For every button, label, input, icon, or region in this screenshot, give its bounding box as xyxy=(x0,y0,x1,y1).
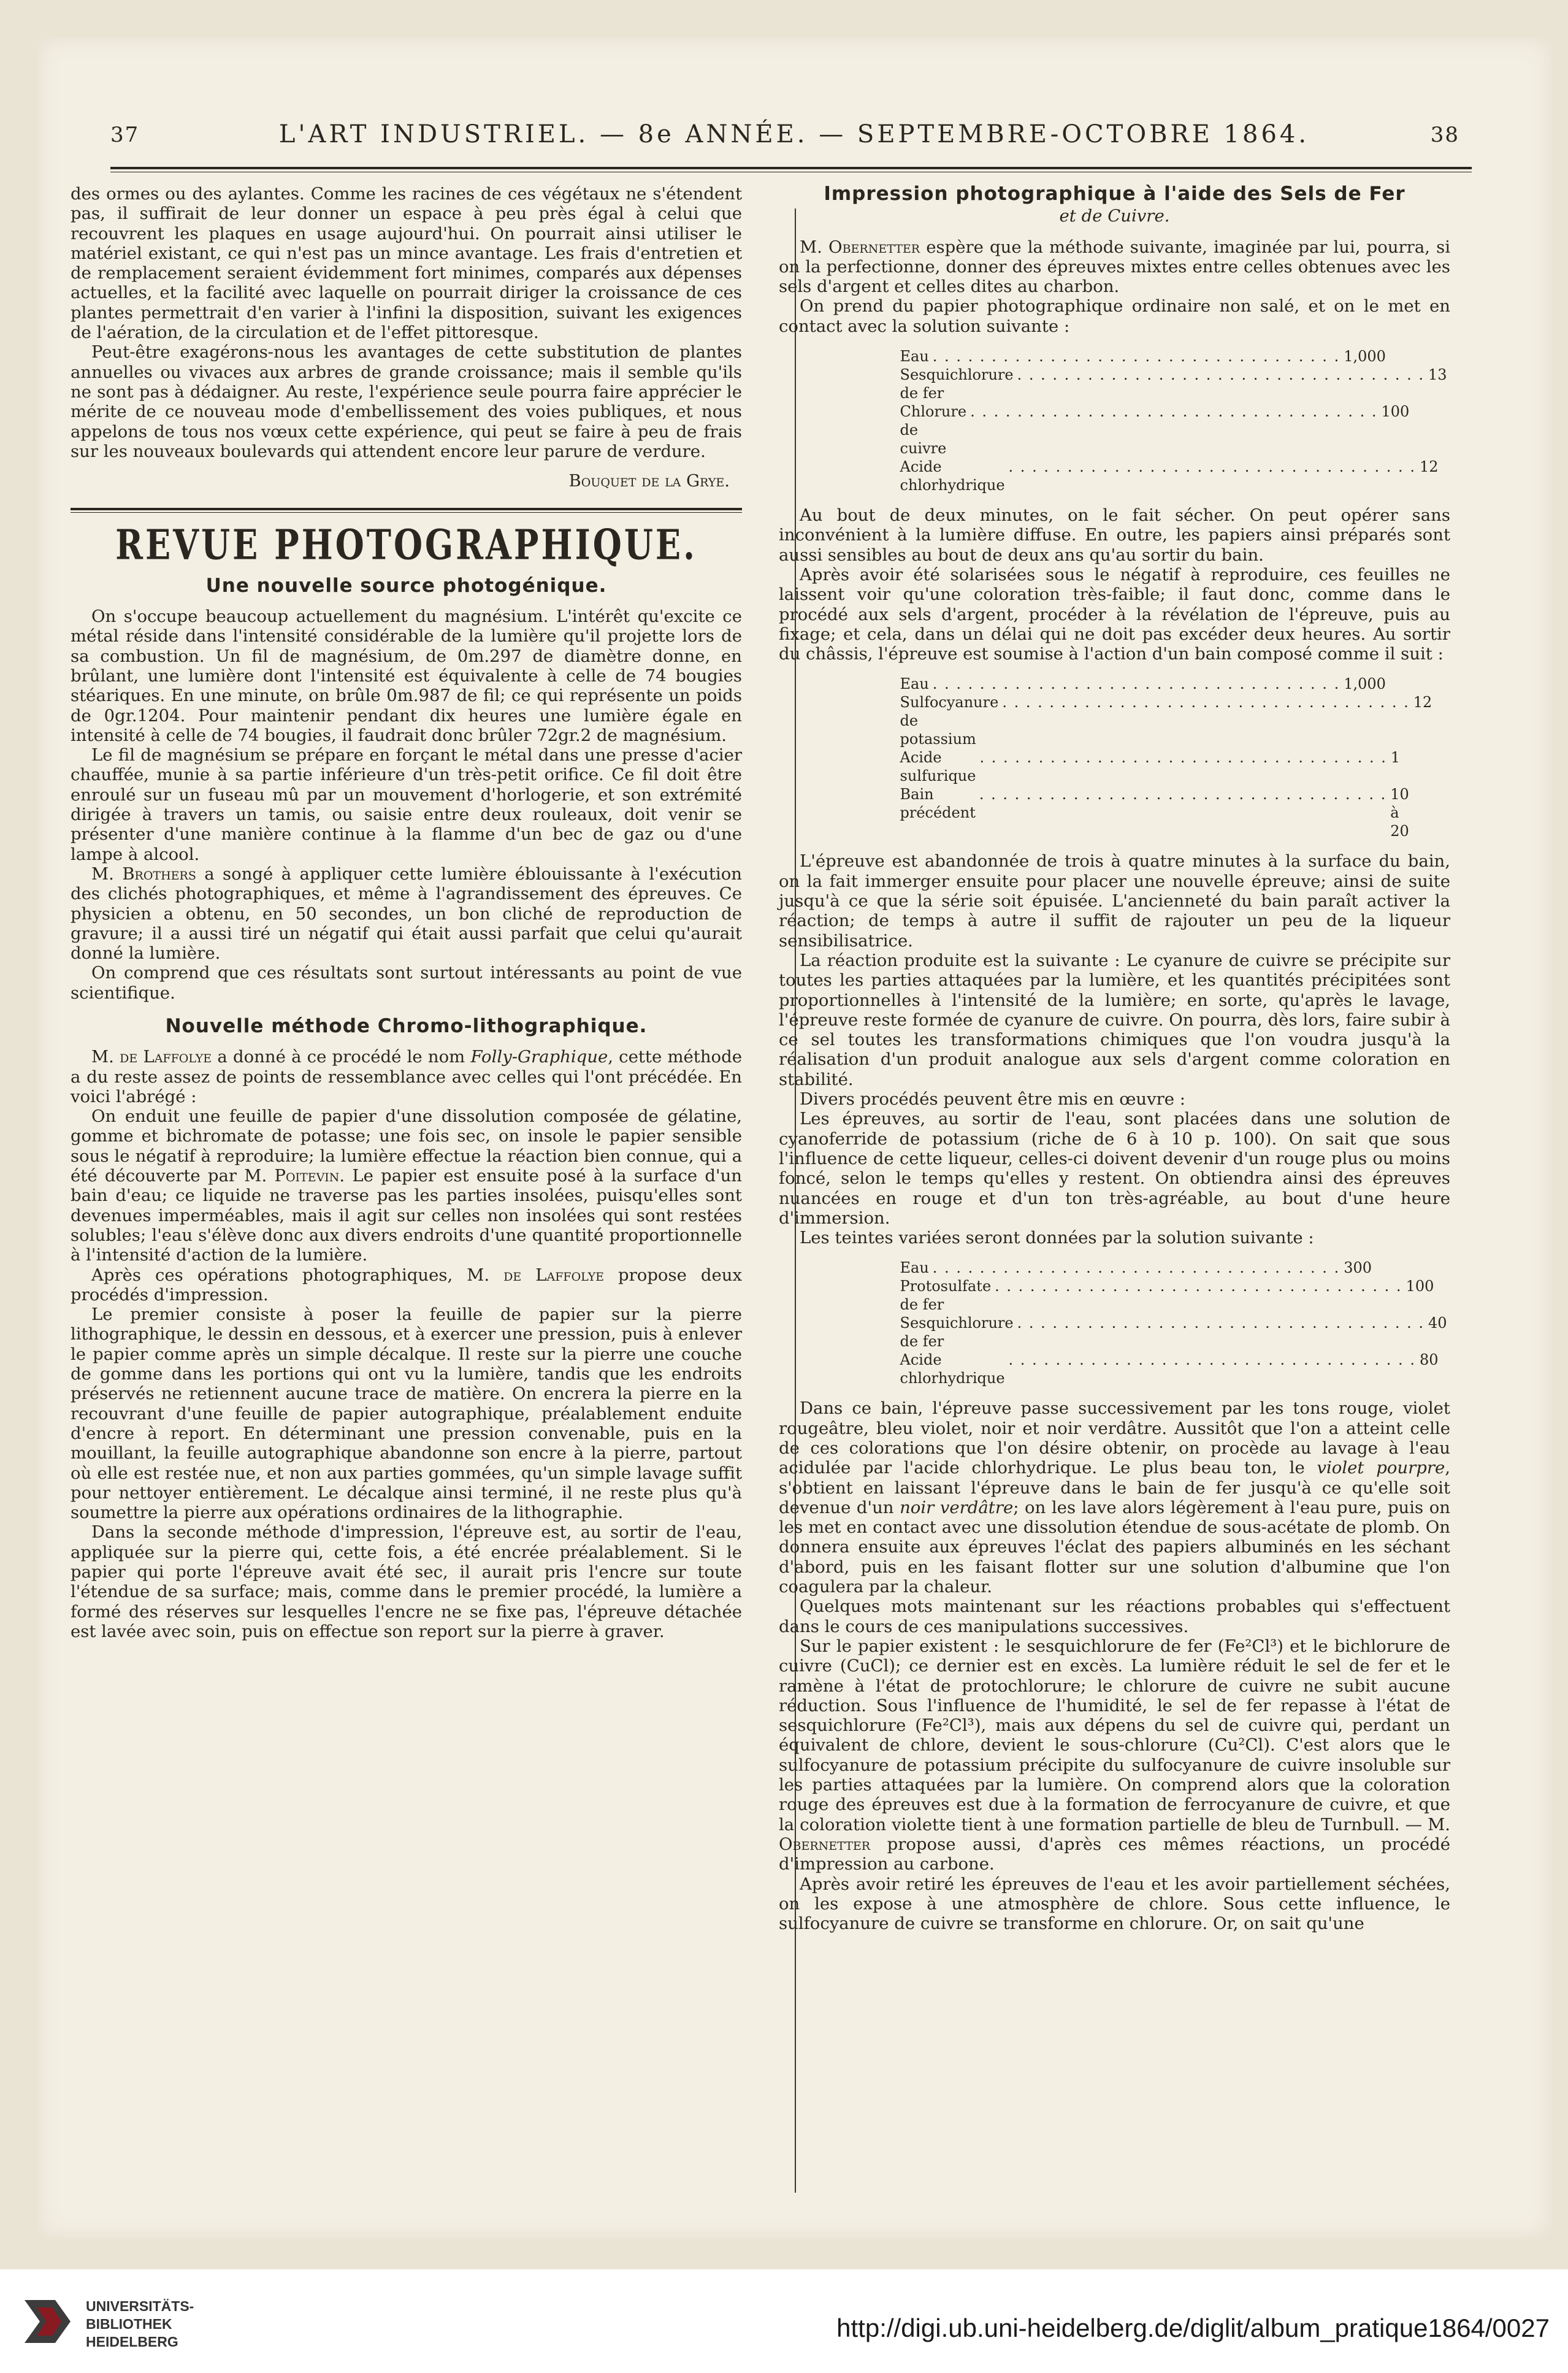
formula-row xyxy=(900,1259,1372,1277)
paragraph: Dans ce bain, l'épreuve passe successivement par les tons rouge, violet rougeâtre, bleu violet, noir et noir verdâtre. Aussitôt que l'on a atteint celle de ces colorations que l'on désire obtenir, on procède au lavage à l'eau acidulée par l'acide chlorhydrique. Le plus beau ton, le violet pourpre, s'obtient en laissant l'épreuve dans le bain de fer jusqu'à ce qu'elle soit devenue d'un noir verdâtre; on les lave alors légèrement à l'eau pure, puis on les met en contact avec une dissolution étendue de sous-acétate de plomb. On donnera ensuite aux épreuves l'éclat des papiers albuminés en les séchant d'abord, puis en les faisant flotter sur une solution d'albumine que l'on coagulera par la chaleur. xyxy=(779,1398,1451,1597)
formula-row xyxy=(900,1351,1439,1387)
page-header xyxy=(37,37,1551,159)
ingredient-quantity: 100 xyxy=(1405,1278,1434,1295)
paragraph: La réaction produite est la suivante : Le cyanure de cuivre se précipite sur toutes les parties attaquées par la lumière, et les quantités précipitées sont proportionnelles à l'intensité de la lumière; en sorte, qu'après le lavage, l'épreuve reste formée de cyanure de cuivre. On pourra, dès lors, faire subir à ce sel toutes les transformations chimiques que l'on voudra jusqu'à la réalisation d'un produit analogue aux sels d'argent comme coloration en stabilité. xyxy=(779,950,1450,1089)
formula-row xyxy=(900,693,1432,748)
ingredient-quantity: 40 xyxy=(1428,1314,1447,1332)
paragraph: Quelques mots maintenant sur les réactions probables qui s'effectuent dans le cours de ces manipulations successives. xyxy=(779,1597,1450,1636)
leader-dots: . . . . . . . . . . . . . . . . . . . . . . . . . . . . . . . . . . . xyxy=(932,675,1340,693)
ingredient-quantity: 300 xyxy=(1344,1259,1372,1277)
article-subheading: et de Cuivre. xyxy=(1059,206,1170,226)
ingredient-quantity: 10 à 20 xyxy=(1390,786,1409,840)
leader-dots: . . . . . . . . . . . . . . . . . . . . . . . . . . . . . . . . . . . xyxy=(1008,1351,1416,1369)
formula-row xyxy=(900,458,1439,494)
page-number-left: 37 xyxy=(110,123,140,147)
section-separator xyxy=(71,508,742,513)
article-heading: Impression photographique à l'aide des Sels de Fer xyxy=(824,183,1405,205)
paragraph: Le fil de magnésium se prépare en forçant le métal dans une presse d'acier chauffée, munie à sa partie inférieure d'un très-petit orifice. Ce fil doit être enroulé sur un fuseau mû par un mouvement d'horlogerie, et son extrémité dirigée à travers un tamis, ou saisie entre deux rouleaux, doit venir se présenter d'une manière continue à la flamme d'un bec de gaz ou d'une lampe à alcool. xyxy=(71,745,742,864)
paragraph: M. Obernetter espère que la méthode suivante, imaginée par lui, pourra, si on la perfectionne, donner des épreuves mixtes entre celles obtenues avec les sels d'argent et celles dites au charbon. xyxy=(779,237,1450,297)
person-name: Poitevin xyxy=(274,1166,340,1186)
paragraph: des ormes ou des aylantes. Comme les racines de ces végétaux ne s'étendent pas, il suffirait de leur donner un espace à peu près égal à celui que recouvrent les plaques en usage aujourd'hui. On pourrait ainsi utiliser le matériel existant, ce qui n'est pas un mince avantage. Les frais d'entretien et de remplacement seraient évidemment fort minimes, comparés aux dépenses actuelles, et la facilité avec laquelle on pourrait diriger la croissance de ces plantes permettrait d'en varier à l'infini la disposition, suivant les exigences de l'aération, de la circulation et de l'effet pittoresque. xyxy=(71,184,742,343)
ingredient-name: Eau xyxy=(900,675,929,693)
paragraph: Dans la seconde méthode d'impression, l'épreuve est, au sortir de l'eau, appliquée sur la pierre qui, cette fois, a été encrée préalablement. Si le papier qui porte l'épreuve avait été sec, il aurait pris l'encre sur toute l'étendue de sa surface; mais, comme dans le premier procédé, la lumière a formé des réserves sur lesquelles l'encre ne se fixe pas, l'épreuve détachée est lavée avec soin, puis on effectue son report sur la pierre à graver. xyxy=(71,1522,742,1641)
formula-row xyxy=(900,402,1410,458)
paragraph: On enduit une feuille de papier d'une dissolution composée de gélatine, gomme et bichromate de potasse; une fois sec, on insole le papier sensible sous le négatif à reproduire; la lumière effectue la réaction bien connue, qui a été découverte par M. Poitevin. Le papier est ensuite posé à la surface d'un bain d'eau; ce liquide ne traverse pas les parties insolées, puisqu'elles sont devenues imperméables, mais il agit sur celles non insolées qui sont restées solubles; l'eau s'élève donc aux divers endroits d'une quantité proportionnelle à l'intensité d'action de la lumière. xyxy=(71,1106,742,1265)
formula-row xyxy=(900,1277,1434,1314)
paragraph: Au bout de deux minutes, on le fait sécher. On peut opérer sans inconvénient à la lumière diffuse. En outre, les papiers ainsi préparés sont aussi sensibles au bout de deux ans qu'au sortir du bain. xyxy=(779,505,1450,565)
formula-row xyxy=(900,748,1401,785)
ingredient-quantity: 1,000 xyxy=(1344,348,1386,366)
ingredient-name: Eau xyxy=(900,348,929,366)
library-footer xyxy=(0,2269,1568,2373)
paragraph: Peut-être exagérons-nous les avantages de cette substitution de plantes annuelles ou vivaces aux arbres de grande croissance; mais il semble qu'ils ne sont pas à dédaigner. Au reste, l'expérience seule pourra faire apprécier le mérite de ce nouveau mode d'embellissement des voies publiques, et nous appelons de tous nos vœux cette expérience, qui peut se faire à peu de frais sur les nouveaux boulevards qui attendent encore leur parure de verdure. xyxy=(71,342,742,461)
leader-dots: . . . . . . . . . . . . . . . . . . . . . . . . . . . . . . . . . . . xyxy=(1002,694,1410,711)
paragraph: On comprend que ces résultats sont surtout intéressants au point de vue scientifique. xyxy=(71,963,742,1003)
formula-table xyxy=(900,675,1432,840)
library-name: UNIVERSITÄTS- BIBLIOTHEK HEIDELBERG xyxy=(86,2298,194,2350)
ingredient-name: Chlorure de cuivre xyxy=(900,403,967,458)
ingredient-quantity: 100 xyxy=(1381,403,1410,421)
leader-dots: . . . . . . . . . . . . . . . . . . . . . . . . . . . . . . . . . . . xyxy=(1008,458,1416,476)
ingredient-name: Bain précédent xyxy=(900,786,976,822)
person-name: de Laffolye xyxy=(503,1265,604,1285)
ingredient-quantity: 13 xyxy=(1428,366,1447,384)
paragraph: On s'occupe beaucoup actuellement du magnésium. L'intérêt qu'excite ce métal réside dans l'intensité considérable de la lumière qu'il projette lors de sa combustion. Un fil de magnésium, de 0m.297 de diamètre donne, en brûlant, une lumière dont l'intensité est équivalente à celle de 74 bougies stéariques. En une minute, on brûle 0m.987 de fil; ce qui représente un poids de 0gr.1204. Pour maintenir pendant dix heures une lumière égale en intensité à celle de 74 bougies, il faudrait donc brûler 72gr.2 de magnésium. xyxy=(71,607,742,745)
formula-row xyxy=(900,785,1409,840)
left-column xyxy=(71,184,742,1641)
ingredient-name: Sesquichlorure de fer xyxy=(900,366,1014,402)
ingredient-quantity: 80 xyxy=(1419,1351,1439,1369)
formula-row xyxy=(900,675,1386,693)
running-title: L'ART INDUSTRIEL. — 8e ANNÉE. — SEPTEMBRE-OCTOBRE 1864. xyxy=(278,120,1310,148)
paragraph: Les teintes variées seront données par la solution suivante : xyxy=(800,1228,1314,1248)
paragraph: Sur le papier existent : le sesquichlorure de fer (Fe²Cl³) et le bichlorure de cuivre (CuCl); ce dernier est en excès. La lumière réduit le sel de fer et le ramène à l'état de protochlorure; le chlorure de cuivre ne subit aucune réduction. Sous l'influence de l'humidité, le sel de fer repasse à l'état de sesquichlorure (Fe²Cl³), mais aux dépens du sel de cuivre qui, perdant un équivalent de chlore, devient le sous-chlorure (Cu²Cl). C'est alors que le sulfocyanure de potassium précipite du sulfocyanure de cuivre insoluble sur les parties attaquées par la lumière. On comprend alors que la coloration rouge des épreuves est due à la formation de ferrocyanure de cuivre, et que la coloration violette tient à une formation partielle de bleu de Turnbull. — M. Obernetter propose aussi, d'après ces mêmes réactions, un procédé d'impression au carbone. xyxy=(779,1636,1450,1874)
ingredient-name: Acide sulfurique xyxy=(900,749,976,785)
leader-dots: . . . . . . . . . . . . . . . . . . . . . . . . . . . . . . . . . . . xyxy=(932,348,1340,366)
person-name: de Laffolye xyxy=(120,1047,212,1067)
source-url[interactable]: http://digi.ub.uni-heidelberg.de/diglit/album_pratique1864/0027 xyxy=(836,2314,1550,2342)
header-rule xyxy=(110,167,1472,169)
ingredient-name: Sesquichlorure de fer xyxy=(900,1314,1014,1351)
paragraph: Divers procédés peuvent être mis en œuvre : xyxy=(800,1089,1186,1110)
ingredient-quantity: 12 xyxy=(1413,694,1432,711)
ingredient-name: Acide chlorhydrique xyxy=(900,458,1005,494)
person-name: Obernetter xyxy=(828,237,920,257)
article-heading: Nouvelle méthode Chromo-lithographique. xyxy=(165,1014,648,1037)
paragraph: M. Brothers a songé à appliquer cette lumière éblouissante à l'exécution des clichés photographiques, et même à l'agrandissement des épreuves. Ce physicien a obtenu, en 50 secondes, un bon cliché de reproduction de gravure; il a aussi tiré un négatif qui était aussi parfait que celui qu'aurait donné la lumière. xyxy=(71,864,742,964)
leader-dots: . . . . . . . . . . . . . . . . . . . . . . . . . . . . . . . . . . . xyxy=(970,403,1378,421)
page-number-right: 38 xyxy=(1430,123,1459,147)
paragraph: Le premier consiste à poser la feuille de papier sur la pierre lithographique, le dessin en dessous, et à exercer une pression, puis à enlever le papier comme après un simple décalque. Il reste sur la pierre une couche de gomme dans les portions qui ont vu la lumière, tandis que les endroits préservés ne retiennent aucune trace de matière. On encrera la pierre en la recouvrant d'une feuille de papier autographique, préalablement enduite d'encre à report. En déterminant une pression convenable, puis en la mouillant, la feuille autographique abandonne son encre à la pierre, partout où elle est restée nue, et non aux parties gommées, qu'un simple lavage suffit pour nettoyer entièrement. Le décalque ainsi terminé, il ne reste plus qu'à soumettre la pierre aux opérations ordinaires de la lithographie. xyxy=(71,1305,742,1523)
person-name: Brothers xyxy=(122,864,196,884)
section-title: REVUE PHOTOGRAPHIQUE. xyxy=(115,520,697,570)
paragraph: M. de Laffolye a donné à ce procédé le nom Folly-Graphique, cette méthode a du reste assez de points de ressemblance avec celles qui l'ont précédée. En voici l'abrégé : xyxy=(71,1047,742,1106)
article-heading: Une nouvelle source photogénique. xyxy=(205,574,607,597)
formula-table xyxy=(900,347,1447,494)
leader-dots: . . . . . . . . . . . . . . . . . . . . . . . . . . . . . . . . . . . xyxy=(1017,1314,1425,1332)
university-library-logo-icon xyxy=(18,2294,77,2349)
leader-dots: . . . . . . . . . . . . . . . . . . . . . . . . . . . . . . . . . . . xyxy=(979,786,1387,803)
formula-table xyxy=(900,1259,1447,1387)
author-signature: Bouquet de la Grye. xyxy=(568,471,730,491)
leader-dots: . . . . . . . . . . . . . . . . . . . . . . . . . . . . . . . . . . . xyxy=(979,749,1387,767)
paragraph: Après ces opérations photographiques, M. de Laffolye propose deux procédés d'impression. xyxy=(71,1265,742,1305)
person-name: Obernetter xyxy=(779,1834,871,1854)
formula-row xyxy=(900,1314,1447,1351)
ingredient-name: Eau xyxy=(900,1259,929,1277)
ingredient-quantity: 1 xyxy=(1390,749,1401,767)
formula-row xyxy=(900,366,1447,402)
ingredient-quantity: 12 xyxy=(1419,458,1439,476)
leader-dots: . . . . . . . . . . . . . . . . . . . . . . . . . . . . . . . . . . . xyxy=(1017,366,1425,384)
ingredient-name: Sulfocyanure de potassium xyxy=(900,694,999,748)
leader-dots: . . . . . . . . . . . . . . . . . . . . . . . . . . . . . . . . . . . xyxy=(932,1259,1340,1277)
paragraph: On prend du papier photographique ordinaire non salé, et on le met en contact avec la solution suivante : xyxy=(779,296,1450,336)
ingredient-name: Protosulfate de fer xyxy=(900,1278,992,1314)
leader-dots: . . . . . . . . . . . . . . . . . . . . . . . . . . . . . . . . . . . xyxy=(995,1278,1402,1295)
ingredient-quantity: 1,000 xyxy=(1344,675,1386,693)
paragraph: Après avoir retiré les épreuves de l'eau et les avoir partiellement séchées, on les expose à une atmosphère de chlore. Sous cette influence, le sulfocyanure de cuivre se transforme en chlorure. Or, on sait qu'une xyxy=(779,1874,1450,1934)
paragraph: L'épreuve est abandonnée de trois à quatre minutes à la surface du bain, on la fait immerger ensuite pour placer une nouvelle épreuve; ainsi de suite jusqu'à ce que la série soit épuisée. L'ancienneté du bain paraît activer la réaction; de temps à autre il suffit de rajouter un peu de la liqueur sensibilisatrice. xyxy=(779,851,1450,951)
paragraph: Les épreuves, au sortir de l'eau, sont placées dans une solution de cyanoferride de potassium (riche de 6 à 10 p. 100). On sait que sous l'influence de cette liqueur, celles-ci doivent devenir d'un rouge plus ou moins foncé, selon le temps qu'elles y restent. On obtiendra ainsi des épreuves nuancées en rouge et d'un ton très-agréable, au bout d'une heure d'immersion. xyxy=(779,1109,1450,1228)
ingredient-name: Acide chlorhydrique xyxy=(900,1351,1005,1387)
formula-row xyxy=(900,347,1386,366)
paragraph: Après avoir été solarisées sous le négatif à reproduire, ces feuilles ne laissent voir qu'une coloration très-faible; il faut donc, comme dans le procédé aux sels d'argent, procéder à la révélation de l'épreuve, puis au fixage; et cela, dans un délai qui ne doit pas excéder deux heures. Au sortir du châssis, l'épreuve est soumise à l'action d'un bain composé comme il suit : xyxy=(779,564,1450,664)
right-column xyxy=(779,184,1450,1933)
